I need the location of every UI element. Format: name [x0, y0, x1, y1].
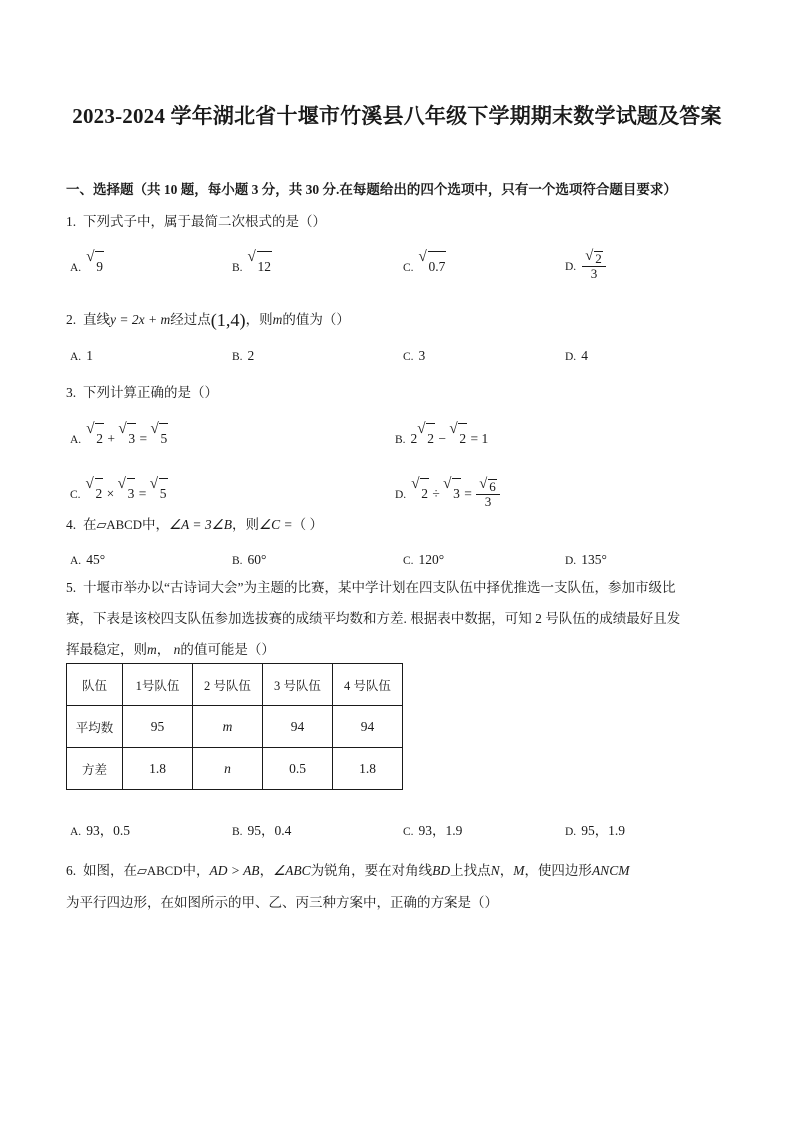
table-cell-variance-header: 方差	[67, 748, 123, 790]
sqrt-icon: √ 2	[86, 478, 104, 509]
question-1-option-a[interactable]	[70, 248, 104, 283]
table-cell: 94	[263, 706, 333, 748]
option-text: 120°	[418, 552, 445, 567]
question-5-var-n: n	[173, 642, 181, 657]
table-cell: m	[193, 706, 263, 748]
question-5-number: 5.	[66, 580, 77, 595]
option-text: 4	[581, 348, 588, 363]
option-label: A.	[70, 434, 82, 446]
table-row	[67, 748, 403, 790]
option-label: A.	[70, 555, 82, 567]
sqrt-icon: √ 2	[86, 423, 104, 454]
question-5-option-b[interactable]	[232, 816, 291, 847]
question-5-line-2: 赛，下表是该校四支队伍参加选拔赛的成绩平均数和方差. 根据表中数据，可知 2 号队伍的成绩最好且发	[66, 611, 681, 626]
question-6	[66, 855, 738, 918]
table-cell: 4 号队伍	[333, 664, 403, 706]
option-label: C.	[70, 489, 81, 501]
question-6-line-1: 6. 如图，在▱ABCD中，AD > AB，∠ABC为锐角，要在对角线BD上找点N，M，使四边形ANCM	[66, 855, 738, 887]
table-cell: 1.8	[333, 748, 403, 790]
table-cell-mean-header: 平均数	[67, 706, 123, 748]
table-cell: 2 号队伍	[193, 664, 263, 706]
question-5-option-d[interactable]	[565, 816, 625, 847]
question-6-number: 6.	[66, 863, 77, 878]
question-1-option-b[interactable]	[232, 248, 272, 283]
sqrt-icon: √ 9	[86, 251, 104, 282]
table-cell-team-header: 队伍	[67, 664, 123, 706]
page-title: 2023-2024 学年湖北省十堰市竹溪县八年级下学期期末数学试题及答案	[72, 104, 722, 128]
question-2-option-c[interactable]	[403, 341, 425, 372]
question-6-point-m: M	[513, 863, 525, 878]
question-1-text: 下列式子中，属于最简二次根式的是（）	[83, 214, 326, 229]
question-3	[66, 378, 738, 524]
option-label: B.	[232, 826, 243, 838]
question-2-option-d[interactable]	[565, 341, 588, 372]
option-label: D.	[565, 555, 577, 567]
option-text: 2	[247, 348, 255, 363]
option-label: C.	[403, 826, 414, 838]
option-text: 95，0.4	[247, 823, 292, 838]
table-row	[67, 706, 403, 748]
option-expression: √ 2 ÷ √ 3 = √ 6 3	[411, 486, 501, 501]
option-label: D.	[395, 489, 407, 501]
question-5	[66, 572, 738, 665]
option-label: A.	[70, 262, 82, 274]
question-1-option-c[interactable]	[403, 248, 446, 283]
question-6-angle: ∠ABC	[273, 863, 311, 878]
question-1-option-d[interactable]	[565, 248, 607, 283]
sqrt-icon: √ 12	[248, 251, 273, 282]
table-cell: 1.8	[123, 748, 193, 790]
option-text: 93，0.5	[86, 823, 131, 838]
question-2-text-a: 直线	[83, 312, 110, 327]
question-4-text-c: ，则	[232, 517, 260, 532]
table-cell: 3 号队伍	[263, 664, 333, 706]
sqrt-icon: √ 3	[118, 423, 136, 454]
sqrt-icon: √ 5	[150, 478, 168, 509]
statistics-table	[66, 663, 403, 790]
option-label: D.	[565, 826, 577, 838]
question-4-stem	[66, 510, 738, 540]
sqrt-icon: √ 2	[449, 423, 467, 454]
question-3-stem	[66, 378, 738, 407]
question-2-equation: y = 2x + m	[110, 312, 171, 327]
question-3-options-row-1	[66, 420, 738, 453]
question-6-point-n: N	[490, 863, 500, 878]
sqrt-icon: √ 2	[411, 478, 429, 509]
section-heading: 一、选择题（共 10 题，每小题 3 分，共 30 分.在每题给出的四个选项中，只有一个选项符合题目要求）	[66, 182, 677, 197]
question-4-text-b: 中，	[141, 517, 169, 532]
sqrt-icon: √ 3	[443, 478, 461, 509]
question-3-option-c[interactable]	[70, 475, 168, 510]
question-2-option-b[interactable]	[232, 341, 254, 372]
table-cell: 95	[123, 706, 193, 748]
question-6-diagonal: BD	[432, 863, 451, 878]
table-cell: 1号队伍	[123, 664, 193, 706]
question-6-quadrilateral: ANCM	[591, 863, 630, 878]
question-6-line-2: 为平行四边形，在如图所示的甲、乙、丙三种方案中，正确的方案是（）	[66, 895, 498, 910]
option-text: 93，1.9	[418, 823, 463, 838]
question-5-line-1: 5. 十堰市举办以“古诗词大会”为主题的比赛，某中学计划在四支队伍中择优推选一支队伍，参加市级比	[66, 572, 738, 603]
question-2-text-c: ，则	[245, 312, 273, 327]
question-5-line-3: 挥最稳定，则m， n的值可能是（）	[66, 642, 275, 657]
sqrt-icon: √ 5	[150, 423, 168, 454]
question-3-option-a[interactable]	[70, 420, 168, 455]
question-1-number: 1.	[66, 214, 77, 229]
question-2-option-a[interactable]	[70, 341, 93, 372]
option-expression: 2 √ 2 − √ 2 = 1	[411, 431, 489, 446]
question-2-variable: m	[272, 312, 283, 327]
question-6-stem	[66, 855, 738, 918]
question-5-option-a[interactable]	[70, 816, 130, 847]
question-3-option-d[interactable]	[395, 475, 501, 511]
sqrt-icon: √ 3	[118, 478, 136, 509]
question-2-options	[66, 341, 738, 371]
parallelogram-figure: ▱ABCD	[96, 518, 142, 532]
option-expression: √ 2 × √ 3 = √ 5	[86, 486, 168, 501]
table-cell: 0.5	[263, 748, 333, 790]
option-label: B.	[232, 555, 243, 567]
question-2-point: (1,4)	[210, 310, 246, 331]
question-2-number: 2.	[66, 312, 77, 327]
question-1-stem	[66, 207, 738, 236]
question-5-var-m: m	[147, 642, 157, 657]
question-4-condition: ∠A = 3∠B	[168, 517, 233, 532]
option-label: A.	[70, 351, 82, 363]
question-5-stem	[66, 572, 738, 665]
sqrt-icon: √ 0.7	[419, 251, 447, 282]
option-label: C.	[403, 262, 414, 274]
table-cell: 94	[333, 706, 403, 748]
fraction: √ 2 3	[582, 251, 606, 282]
question-5-options	[66, 816, 738, 846]
question-2	[66, 305, 738, 371]
option-text: 1	[86, 348, 93, 363]
table-cell: n	[193, 748, 263, 790]
question-4-number: 4.	[66, 517, 77, 532]
option-text: 3	[418, 348, 426, 363]
question-2-text-b: 经过点	[170, 312, 211, 327]
question-3-text: 下列计算正确的是（）	[83, 385, 218, 400]
option-label: B.	[232, 262, 243, 274]
sqrt-icon: √ 6	[479, 476, 496, 494]
question-2-text-d: 的值为（）	[282, 312, 350, 327]
fraction: √ 6 3	[476, 479, 500, 510]
option-text: 95，1.9	[581, 823, 626, 838]
question-4-blank: （ ）	[292, 517, 323, 532]
parallelogram-figure: ▱ABCD	[137, 864, 183, 878]
question-5-option-c[interactable]	[403, 816, 462, 847]
question-4-conclusion: ∠C =	[259, 517, 293, 532]
question-4-text-a: 在	[83, 517, 97, 532]
option-label: B.	[395, 434, 406, 446]
option-label: C.	[403, 555, 414, 567]
option-text: 135°	[581, 552, 607, 567]
option-expression: √ 2 + √ 3 = √ 5	[86, 431, 168, 446]
option-text: 45°	[86, 552, 106, 567]
table-row	[67, 664, 403, 706]
question-3-number: 3.	[66, 385, 77, 400]
question-2-stem	[66, 305, 738, 334]
option-text: 60°	[247, 552, 267, 567]
option-label: A.	[70, 826, 82, 838]
sqrt-icon: √ 2	[585, 248, 602, 266]
question-4-options	[66, 545, 738, 575]
option-label: C.	[403, 351, 414, 363]
option-label: B.	[232, 351, 243, 363]
option-label: D.	[565, 261, 577, 273]
question-4	[66, 510, 738, 575]
question-3-option-b[interactable]	[395, 420, 489, 455]
question-1-options	[66, 248, 738, 297]
question-6-condition: AD > AB	[209, 863, 260, 878]
sqrt-icon: √ 2	[417, 423, 435, 454]
option-label: D.	[565, 351, 577, 363]
question-1	[66, 207, 738, 297]
